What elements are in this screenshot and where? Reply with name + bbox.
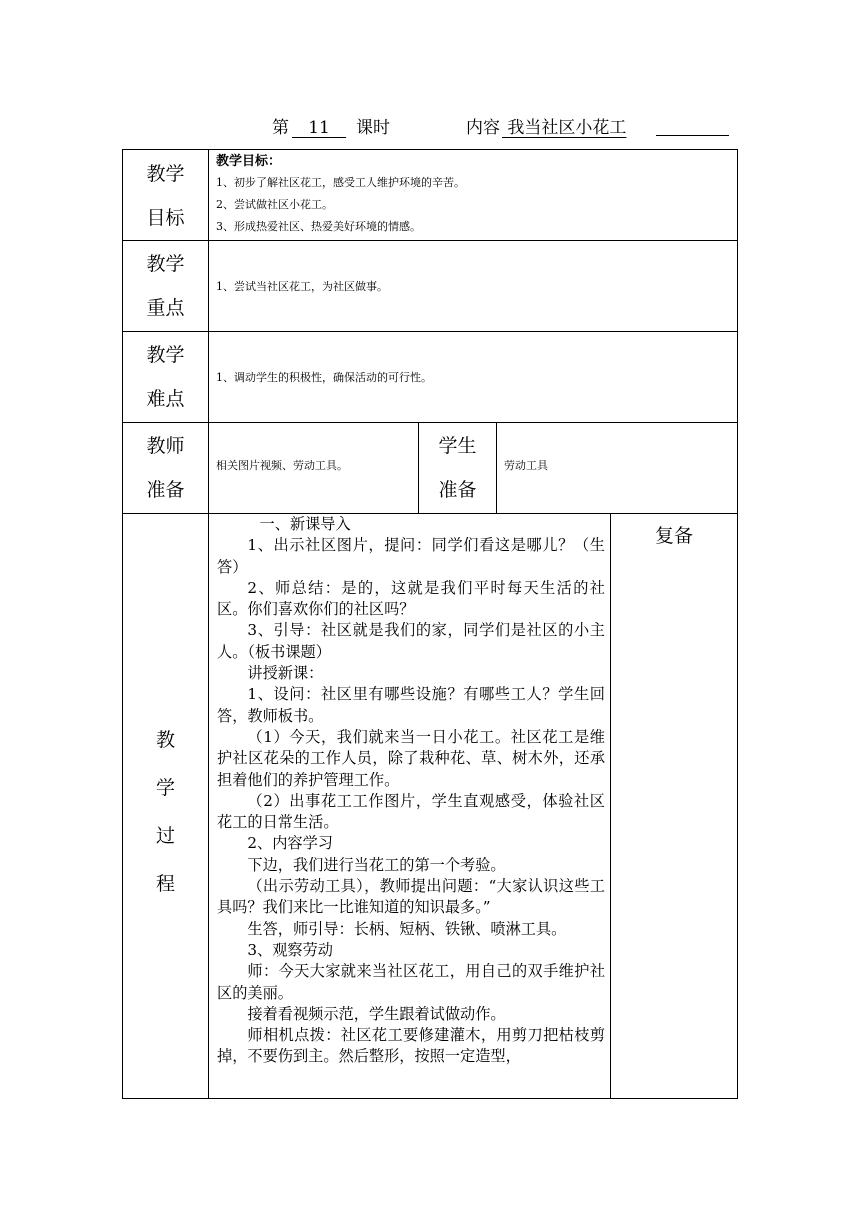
key-points-label: 教学 重点 (146, 253, 185, 319)
objective-item: 1、初步了解社区花工，感受工人维护环境的辛苦。 (216, 176, 465, 189)
process-paragraph: 师：今天大家就来当社区花工，用自己的双手维护社区的美丽。 (217, 962, 605, 1002)
key-points-text: 1、尝试当社区花工，为社区做事。 (216, 280, 388, 293)
process-paragraph: 3、引导：社区就是我们的家，同学们是社区的小主人。（板书课题） (217, 621, 605, 661)
lesson-plan-table (122, 149, 738, 1099)
prep-divider (496, 422, 497, 513)
objective-item: 2、尝试做社区小花工。 (216, 198, 333, 211)
student-prep-label: 学生 准备 (438, 435, 477, 501)
process-content (217, 514, 605, 1098)
process-paragraph: 1、出示社区图片，提问：同学们看这是哪儿？（生答） (217, 536, 605, 576)
review-column-divider (610, 513, 611, 1098)
process-paragraph: 2、内容学习 (247, 834, 333, 853)
lesson-suffix: 课时 (356, 118, 390, 138)
teacher-prep-text: 相关图片视频、劳动工具。 (216, 459, 348, 472)
row-divider (123, 331, 737, 332)
process-paragraph: 接着看视频示范，学生跟着试做动作。 (247, 1004, 506, 1023)
process-paragraph: 师相机点拨：社区花工要修建灌木，用剪刀把枯枝剪掉，不要伤到主。然后整形，按照一定造型， (217, 1026, 605, 1066)
process-paragraph: （出示劳动工具），教师提出问题：“大家认识这些工具吗？我们来比一比谁知道的知识最多。” (217, 877, 605, 917)
difficulties-label: 教学 难点 (146, 344, 185, 410)
objectives-content (216, 152, 731, 238)
content-underline (656, 135, 729, 136)
difficulties-text: 1、调动学生的积极性，确保活动的可行性。 (216, 371, 432, 384)
process-label: 教 学 过 程 (155, 729, 175, 895)
row-divider (123, 240, 737, 241)
label-column-divider (208, 150, 209, 1098)
process-paragraph: 2、师总结：是的，这就是我们平时每天生活的社区。你们喜欢你们的社区吗？ (217, 578, 605, 619)
process-paragraph: 生答，师引导：长柄、短柄、铁锹、喷淋工具。 (247, 919, 567, 938)
process-paragraph: （1）今天，我们就来当一日小花工。社区花工是维护社区花朵的工作人员，除了栽种花、草、树木外，还承担着他们的养护管理工作。 (217, 727, 605, 789)
process-paragraph: 讲授新课： (247, 664, 324, 683)
process-paragraph: 3、观察劳动 (247, 940, 333, 959)
review-label: 复备 (654, 525, 693, 547)
lesson-number: 11 (308, 118, 330, 138)
student-prep-text: 劳动工具 (504, 459, 548, 472)
process-paragraph: 1、设问：社区里有哪些设施？有哪些工人？学生回答，教师板书。 (217, 685, 605, 725)
content-value: 我当社区小花工 (507, 118, 627, 138)
objective-item: 3、形成热爱社区、热爱美好环境的情感。 (216, 220, 421, 233)
content-label: 内容 (466, 118, 500, 138)
objectives-heading: 教学目标： (216, 154, 282, 169)
lesson-prefix: 第 (272, 118, 289, 138)
lesson-header (0, 116, 860, 140)
teacher-prep-label: 教师 准备 (146, 435, 185, 501)
process-paragraph: （2）出事花工工作图片，学生直观感受，体验社区花工的日常生活。 (217, 791, 605, 832)
process-paragraph: 下边，我们进行当花工的第一个考验。 (247, 855, 506, 874)
process-paragraph: 一、新课导入 (259, 515, 351, 533)
objectives-label: 教学 目标 (146, 163, 185, 229)
